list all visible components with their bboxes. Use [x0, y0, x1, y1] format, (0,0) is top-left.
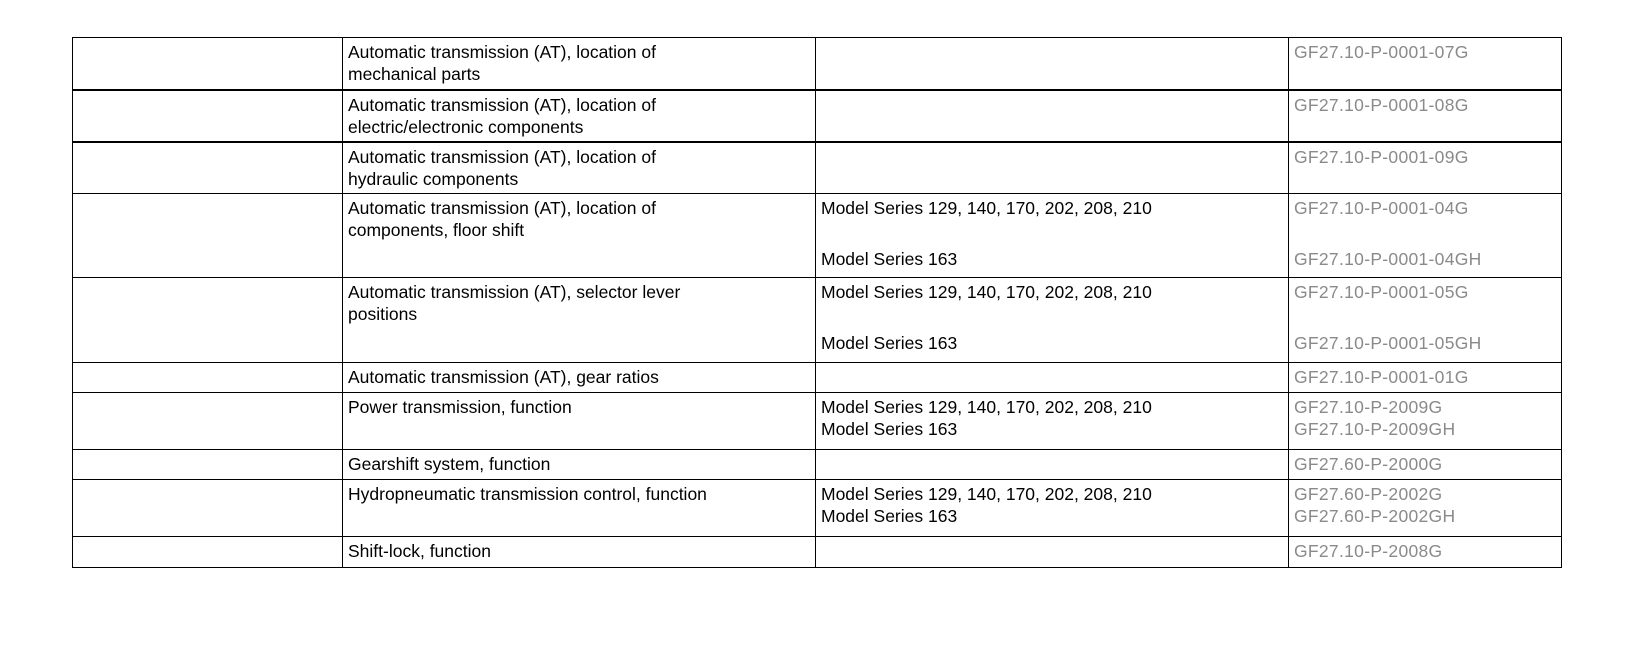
title-text: Automatic transmission (AT), selector lever: [348, 282, 681, 302]
title-cell: [343, 480, 816, 537]
title-text: electric/electronic components: [348, 117, 584, 137]
blank-cell: [73, 194, 343, 278]
title-cell: [343, 194, 816, 278]
reference-link[interactable]: GF27.10-P-0001-08G: [1294, 95, 1469, 115]
title-text: Shift-lock, function: [348, 541, 491, 561]
reference-link[interactable]: GF27.10-P-0001-09G: [1294, 147, 1469, 167]
title-text: mechanical parts: [348, 64, 481, 84]
blank-cell: [73, 38, 343, 91]
title-cell: [343, 393, 816, 450]
reference-link[interactable]: GF27.10-P-0001-05GH: [1294, 333, 1482, 353]
title-text: Automatic transmission (AT), location of: [348, 95, 656, 115]
title-cell: [343, 450, 816, 480]
reference-cell: [1289, 480, 1562, 537]
reference-cell: [1289, 450, 1562, 480]
model-cell: [816, 480, 1289, 537]
reference-cell: [1289, 90, 1562, 142]
spacer: [1294, 219, 1557, 248]
model-cell: [816, 194, 1289, 278]
spacer: [821, 219, 1284, 248]
title-text: positions: [348, 304, 418, 324]
title-cell: [343, 38, 816, 91]
model-cell: [816, 393, 1289, 450]
document-table: [72, 37, 1562, 568]
table-row: [73, 38, 1562, 91]
model-text: Model Series 129, 140, 170, 202, 208, 210: [821, 484, 1152, 504]
table-row: [73, 363, 1562, 393]
reference-link[interactable]: GF27.60-P-2002G: [1294, 484, 1443, 504]
reference-cell: [1289, 363, 1562, 393]
model-cell: [816, 450, 1289, 480]
reference-cell: [1289, 142, 1562, 194]
title-cell: [343, 142, 816, 194]
blank-cell: [73, 537, 343, 568]
blank-cell: [73, 90, 343, 142]
blank-cell: [73, 363, 343, 393]
blank-cell: [73, 142, 343, 194]
spacer: [821, 303, 1284, 332]
reference-cell: [1289, 537, 1562, 568]
blank-cell: [73, 450, 343, 480]
title-text: Automatic transmission (AT), gear ratios: [348, 367, 659, 387]
title-text: Automatic transmission (AT), location of: [348, 198, 656, 218]
reference-link[interactable]: GF27.10-P-0001-07G: [1294, 42, 1469, 62]
model-cell: [816, 537, 1289, 568]
title-text: Gearshift system, function: [348, 454, 551, 474]
title-text: Hydropneumatic transmission control, function: [348, 484, 707, 504]
table-row: [73, 480, 1562, 537]
table-row: [73, 194, 1562, 278]
title-text: Automatic transmission (AT), location of: [348, 42, 656, 62]
blank-cell: [73, 278, 343, 363]
title-text: Power transmission, function: [348, 397, 572, 417]
model-cell: [816, 142, 1289, 194]
model-text: Model Series 129, 140, 170, 202, 208, 210: [821, 198, 1152, 218]
reference-link[interactable]: GF27.60-P-2002GH: [1294, 506, 1456, 526]
title-cell: [343, 537, 816, 568]
title-text: Automatic transmission (AT), location of: [348, 147, 656, 167]
blank-cell: [73, 393, 343, 450]
reference-link[interactable]: GF27.10-P-0001-01G: [1294, 367, 1469, 387]
model-text: Model Series 163: [821, 506, 958, 526]
title-text: components, floor shift: [348, 220, 525, 240]
title-cell: [343, 363, 816, 393]
title-cell: [343, 90, 816, 142]
model-cell: [816, 38, 1289, 91]
reference-link[interactable]: GF27.60-P-2000G: [1294, 454, 1443, 474]
table-row: [73, 278, 1562, 363]
table-row: [73, 142, 1562, 194]
reference-cell: [1289, 278, 1562, 363]
model-text: Model Series 163: [821, 333, 958, 353]
reference-link[interactable]: GF27.10-P-0001-04GH: [1294, 249, 1482, 269]
model-text: Model Series 129, 140, 170, 202, 208, 210: [821, 282, 1152, 302]
model-text: Model Series 163: [821, 249, 958, 269]
model-text: Model Series 129, 140, 170, 202, 208, 210: [821, 397, 1152, 417]
model-cell: [816, 363, 1289, 393]
spacer: [1294, 303, 1557, 332]
reference-link[interactable]: GF27.10-P-2009G: [1294, 397, 1443, 417]
model-cell: [816, 278, 1289, 363]
table-row: [73, 450, 1562, 480]
reference-link[interactable]: GF27.10-P-2009GH: [1294, 419, 1456, 439]
reference-cell: [1289, 194, 1562, 278]
reference-link[interactable]: GF27.10-P-0001-04G: [1294, 198, 1469, 218]
blank-cell: [73, 480, 343, 537]
model-cell: [816, 90, 1289, 142]
reference-cell: [1289, 38, 1562, 91]
reference-cell: [1289, 393, 1562, 450]
title-cell: [343, 278, 816, 363]
table-row: [73, 90, 1562, 142]
reference-link[interactable]: GF27.10-P-0001-05G: [1294, 282, 1469, 302]
title-text: hydraulic components: [348, 169, 519, 189]
table-row: [73, 537, 1562, 568]
model-text: Model Series 163: [821, 419, 958, 439]
table-row: [73, 393, 1562, 450]
reference-link[interactable]: GF27.10-P-2008G: [1294, 541, 1443, 561]
